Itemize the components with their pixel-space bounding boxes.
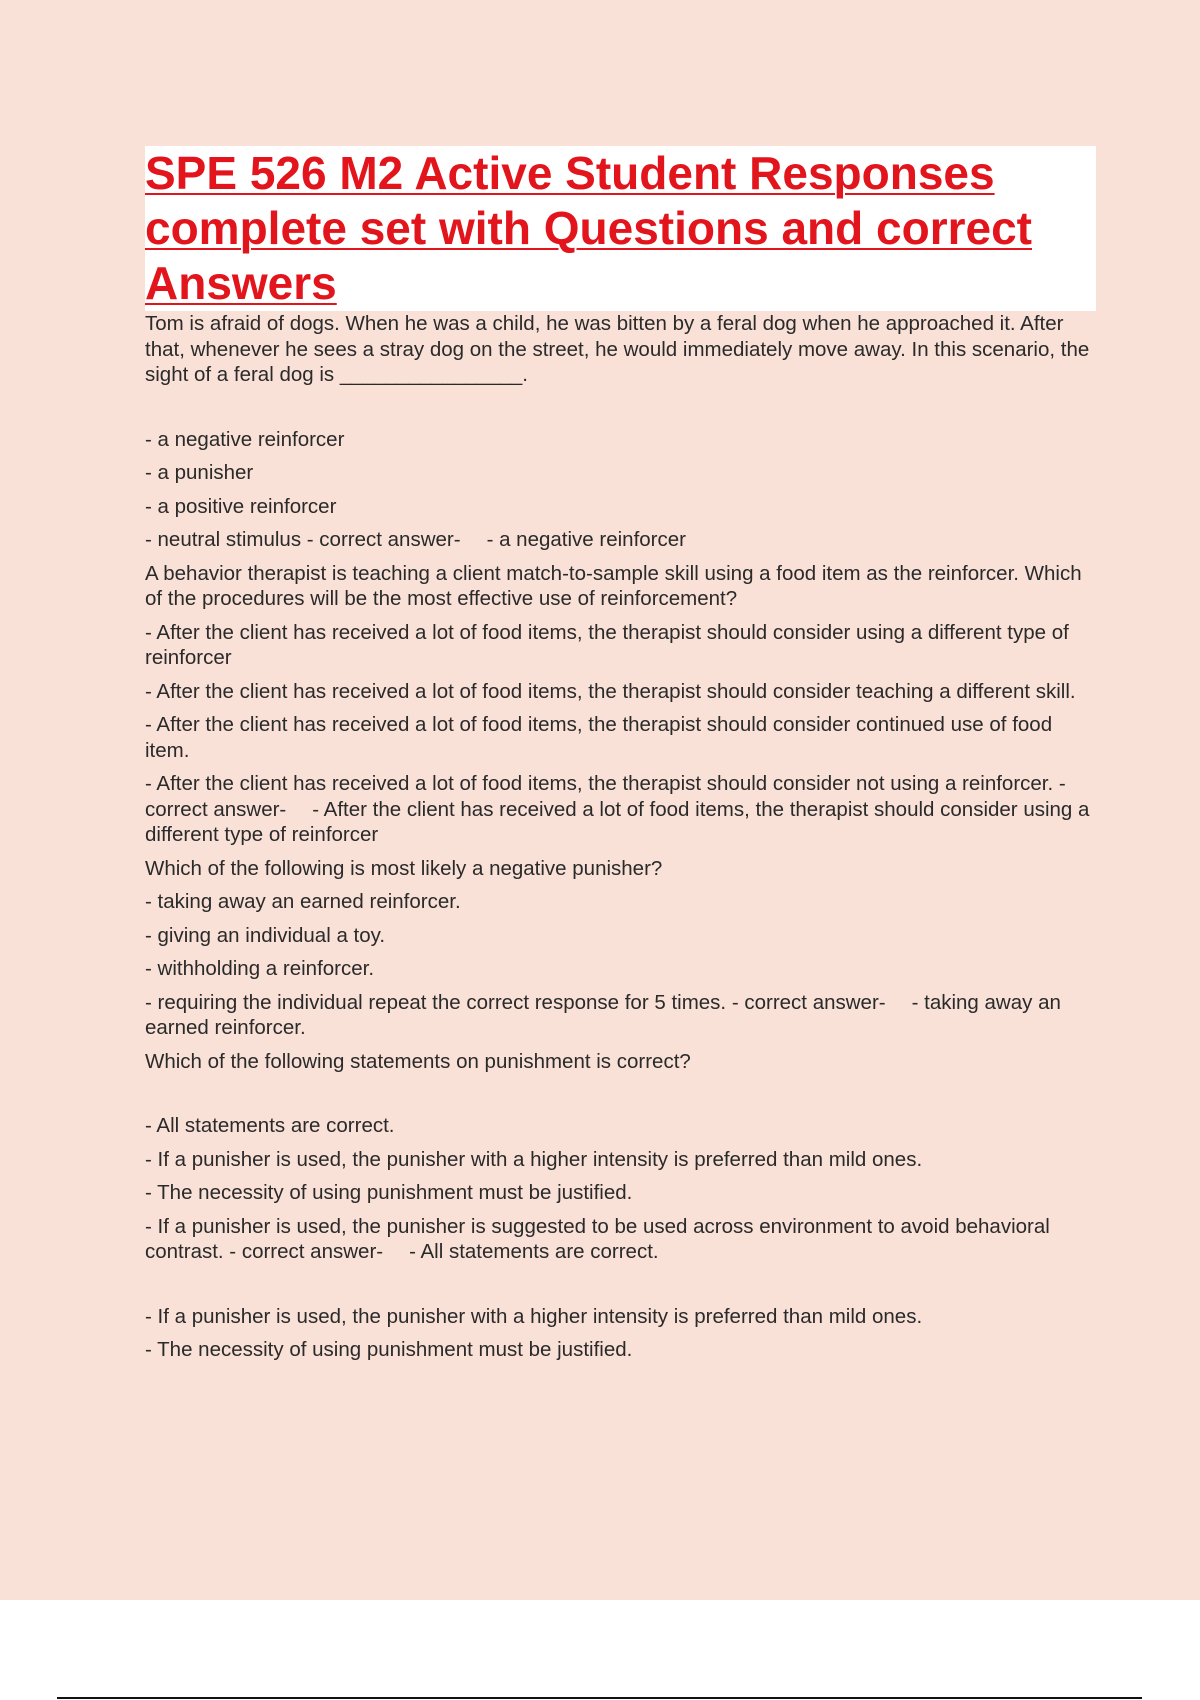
- title-block: [145, 146, 1096, 311]
- spacer: [145, 1265, 1090, 1304]
- spacer: [145, 388, 1090, 427]
- spacer: [145, 1074, 1090, 1113]
- question-3-option-1: - taking away an earned reinforcer.: [145, 890, 461, 913]
- document-content: [145, 146, 1090, 1363]
- question-1-option-3: - a positive reinforcer: [145, 494, 337, 518]
- question-1-answer: - a negative reinforcer: [486, 528, 686, 551]
- question-4: Which of the following statements on punishment is correct?: [145, 1049, 691, 1073]
- question-4-option-4: - If a punisher is used, the punisher is suggested to be used across environment to avoid behavioral contrast. - correct answer-: [145, 1214, 1050, 1263]
- question-2-option-2: - After the client has received a lot of food items, the therapist should consider teaching a different skill.: [145, 679, 1076, 703]
- question-4-option-4-with-answer: [145, 1214, 1090, 1265]
- question-2-option-4: - After the client has received a lot of food items, the therapist should consider not using a reinforcer. - correct answer-: [145, 772, 1066, 821]
- question-1-option-1: - a negative reinforcer: [145, 427, 345, 451]
- question-1-option-2: - a punisher: [145, 461, 254, 484]
- question-1: Tom is afraid of dogs. When he was a child, he was bitten by a feral dog when he approached it. After that, whenever he sees a stray dog on the street, he would immediately move away. In this scenario, the sight of a feral dog is ________________.: [145, 312, 1090, 386]
- question-3-option-3: - withholding a reinforcer.: [145, 957, 375, 980]
- question-2-option-3: - After the client has received a lot of food items, the therapist should consider continued use of food item.: [145, 713, 1053, 762]
- question-2: A behavior therapist is teaching a client match-to-sample skill using a food item as the reinforcer. Which of the procedures will be the most effective use of reinforcement?: [145, 561, 1082, 610]
- trailing-option-2: - The necessity of using punishment must be justified.: [145, 1338, 633, 1361]
- question-4-option-1: - All statements are correct.: [145, 1114, 395, 1137]
- question-3-option-4-with-answer: [145, 990, 1090, 1041]
- question-4-option-2: - If a punisher is used, the punisher with a higher intensity is preferred than mild ones.: [145, 1147, 923, 1171]
- trailing-option-1: - If a punisher is used, the punisher with a higher intensity is preferred than mild ones.: [145, 1304, 923, 1328]
- question-3-option-2: - giving an individual a toy.: [145, 923, 386, 947]
- question-2-option-1: - After the client has received a lot of food items, the therapist should consider using a different type of reinforcer: [145, 620, 1069, 669]
- question-4-answer: - All statements are correct.: [409, 1240, 659, 1263]
- question-3-option-4: - requiring the individual repeat the correct response for 5 times. - correct answer-: [145, 990, 886, 1014]
- question-4-option-3: - The necessity of using punishment must be justified.: [145, 1181, 633, 1204]
- question-3-answer: - taking away an earned reinforcer.: [145, 990, 1061, 1039]
- document-title: SPE 526 M2 Active Student Responses complete set with Questions and correct Answers: [145, 147, 1032, 309]
- question-2-option-4-with-answer: [145, 771, 1090, 848]
- question-3: Which of the following is most likely a negative punisher?: [145, 856, 663, 880]
- question-1-option-4: - neutral stimulus - correct answer-: [145, 528, 461, 551]
- question-1-option-4-with-answer: [145, 527, 1090, 553]
- question-2-answer: - After the client has received a lot of food items, the therapist should consider using a different type of reinforcer: [145, 797, 1090, 846]
- footer-divider: [57, 1697, 1142, 1699]
